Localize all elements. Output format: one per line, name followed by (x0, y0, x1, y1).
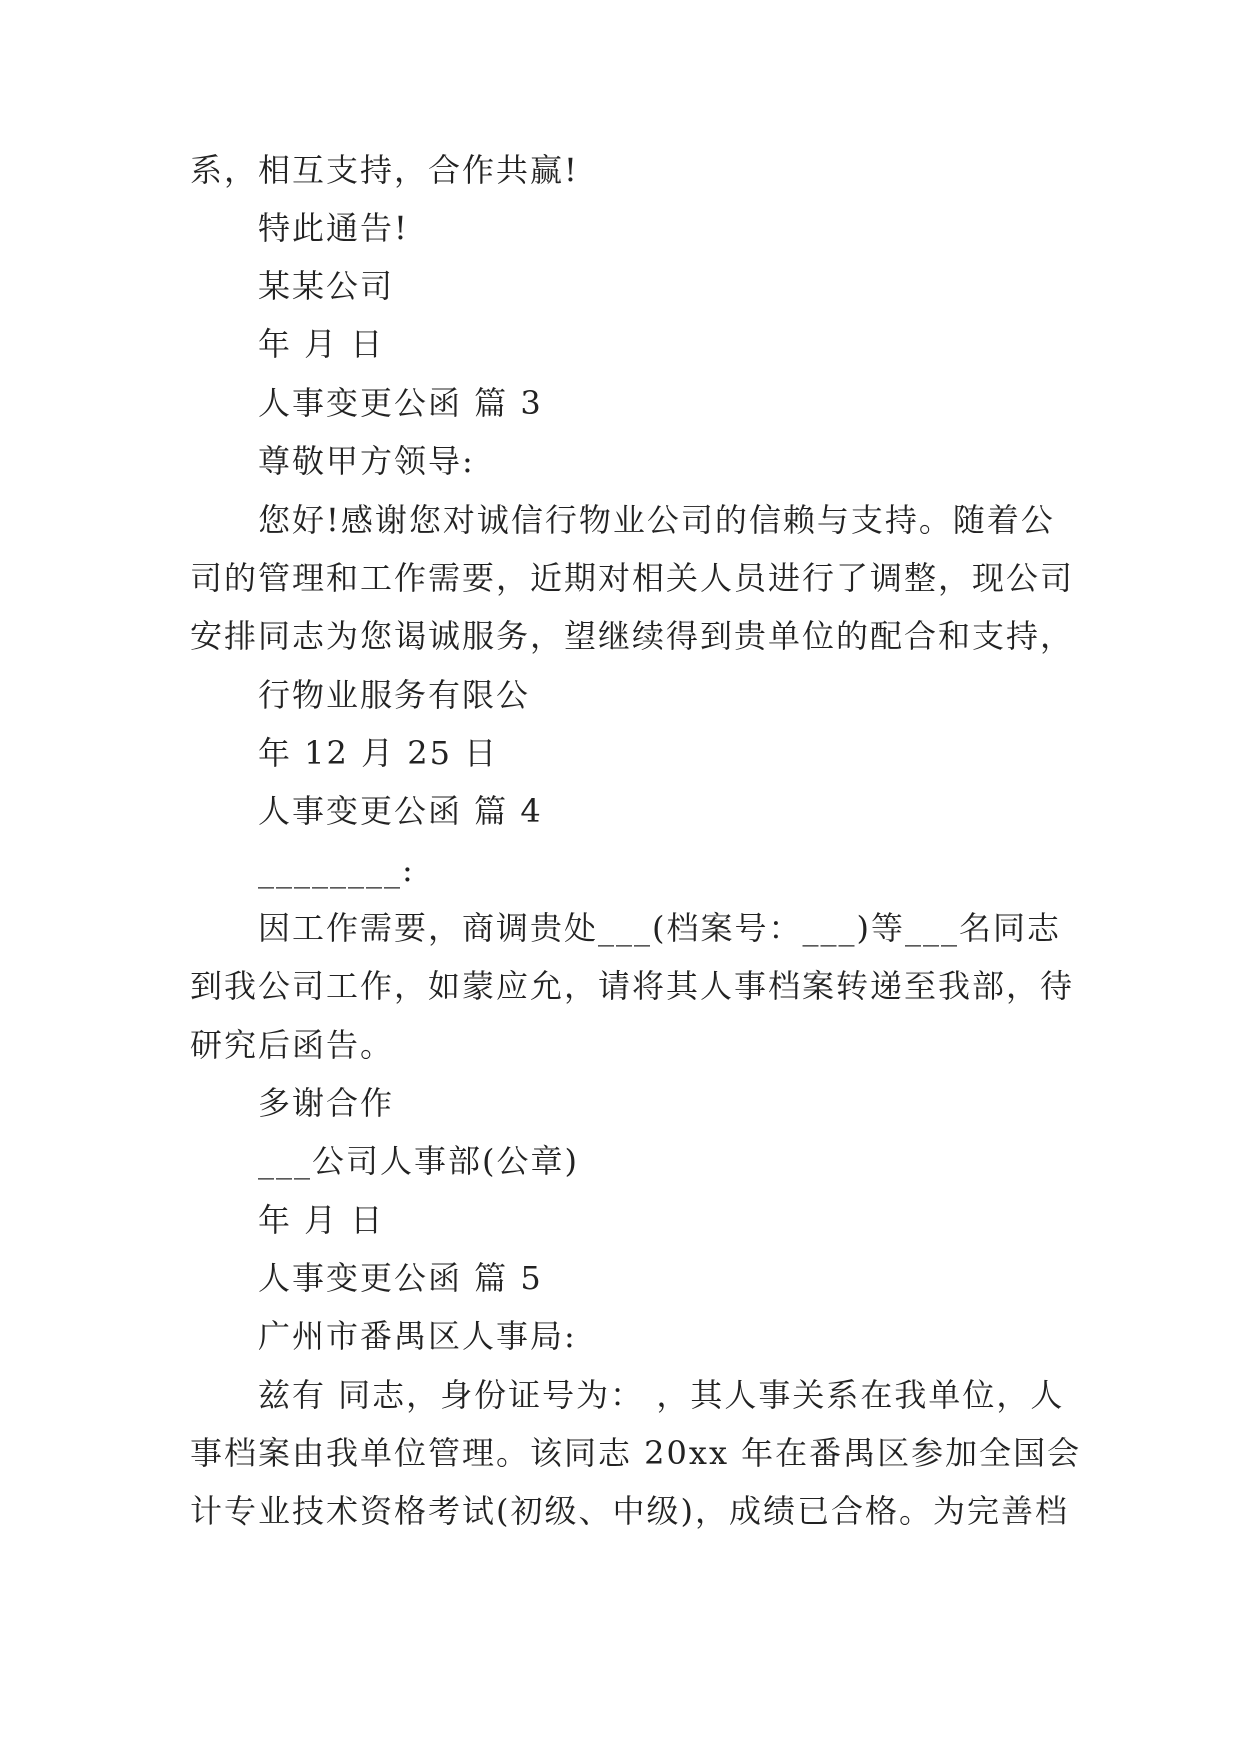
text-line: 您好!感谢您对诚信行物业公司的信赖与支持。随着公 (258, 501, 1055, 539)
signature-line: ___公司人事部(公章) (258, 1142, 579, 1180)
text-line: 研究后函告。 (190, 1026, 395, 1064)
section-heading: 人事变更公函 篇 4 (258, 792, 543, 830)
text-line: 系，相互支持，合作共赢! (190, 151, 579, 189)
date-line: 年 月 日 (258, 1201, 385, 1239)
text-line: 计专业技术资格考试(初级、中级)，成绩已合格。为完善档 (190, 1492, 1069, 1530)
text-line: 安排同志为您谒诚服务，望继续得到贵单位的配合和支持， (190, 617, 1075, 655)
salutation: ________: (258, 851, 415, 889)
text-line: 年 月 日 (258, 325, 385, 363)
date-line: 年 12 月 25 日 (258, 734, 499, 772)
text-line: 司的管理和工作需要，近期对相关人员进行了调整，现公司 (190, 559, 1075, 597)
section-heading: 人事变更公函 篇 5 (258, 1259, 543, 1297)
section-heading: 人事变更公函 篇 3 (258, 384, 543, 422)
salutation: 尊敬甲方领导: (258, 442, 475, 480)
text-line: 事档案由我单位管理。该同志 20xx 年在番禺区参加全国会 (190, 1434, 1082, 1472)
text-line: 特此通告! (258, 209, 409, 247)
text-line: 到我公司工作，如蒙应允，请将其人事档案转递至我部，待 (190, 967, 1075, 1005)
text-line: 多谢合作 (258, 1084, 395, 1122)
text-line: 因工作需要，商调贵处___(档案号：___)等___名同志 (258, 909, 1061, 947)
salutation: 广州市番禺区人事局: (258, 1317, 577, 1355)
text-line: 行物业服务有限公 (258, 676, 531, 714)
text-line: 兹有 同志，身份证号为： ，其人事关系在我单位，人 (258, 1376, 1065, 1414)
text-line: 某某公司 (258, 267, 395, 305)
